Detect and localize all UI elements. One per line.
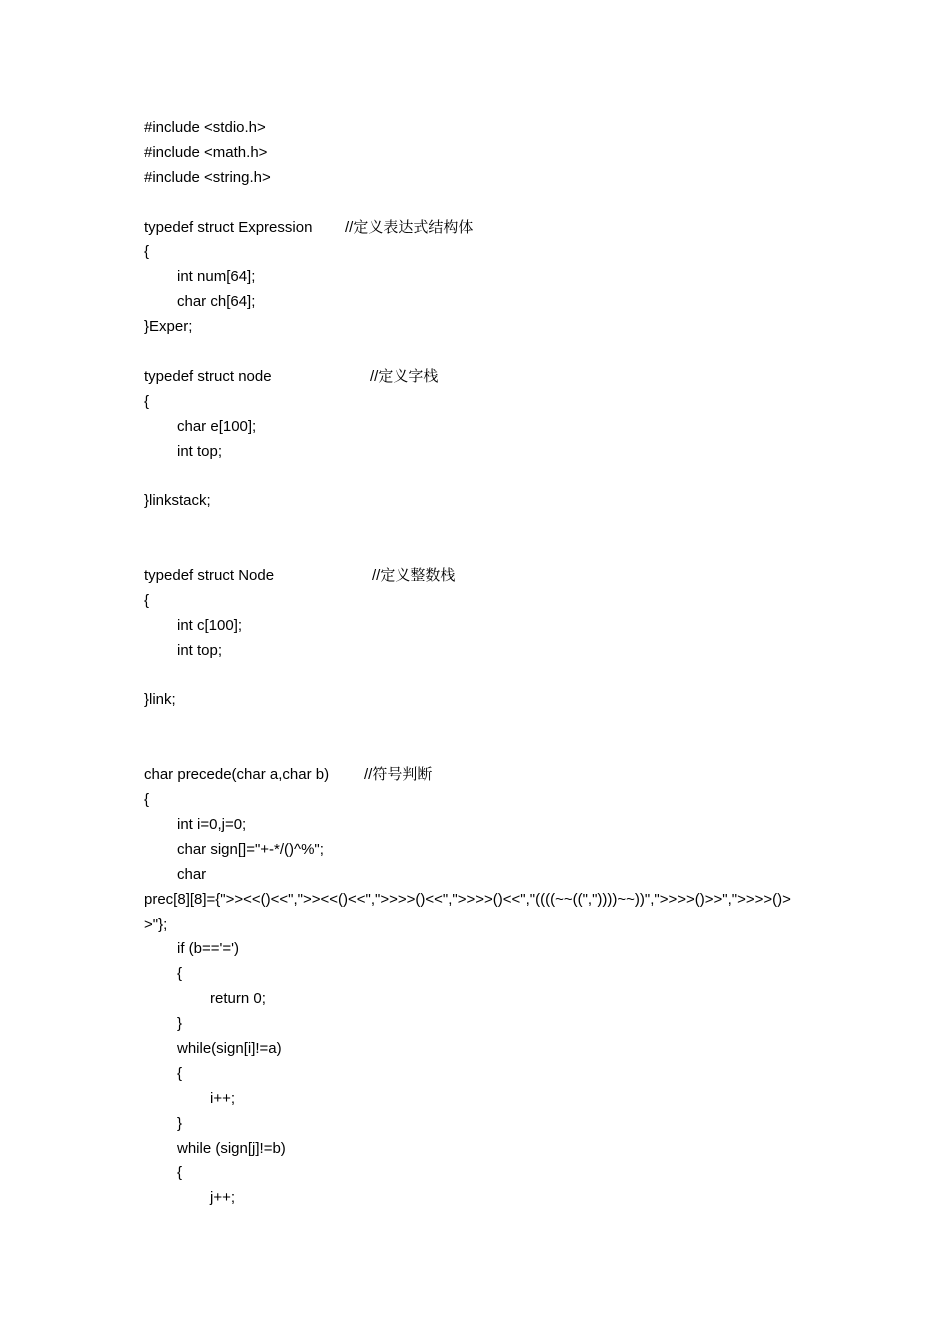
code-line: [144, 937, 824, 962]
code-text: i++;: [210, 1089, 236, 1107]
code-text: j++;: [210, 1189, 236, 1207]
code-line: [144, 1087, 824, 1112]
code-line: [144, 191, 824, 216]
code-text: }: [177, 1015, 183, 1033]
code-line: [144, 290, 824, 315]
code-line: [144, 688, 824, 713]
code-comment: //定义整数栈: [372, 567, 456, 585]
code-text: {: [144, 243, 150, 261]
code-text: typedef struct Expression: [144, 218, 313, 236]
code-line: [144, 713, 824, 738]
code-line: [144, 614, 824, 639]
code-line: [144, 1186, 824, 1211]
code-line: [144, 365, 824, 390]
code-line: [144, 216, 824, 241]
code-comment: //定义字栈: [370, 367, 439, 385]
code-line: [144, 664, 824, 689]
code-text: if (b=='='): [177, 940, 240, 958]
code-text: >"};: [144, 915, 168, 933]
code-text: int c[100];: [177, 616, 243, 634]
code-line: [144, 788, 824, 813]
code-text: #include <stdio.h>: [144, 119, 266, 136]
code-line: [144, 340, 824, 365]
code-line: [144, 738, 824, 763]
code-text: int i=0,j=0;: [177, 815, 247, 833]
code-line: [144, 166, 824, 191]
code-text: int top;: [177, 442, 223, 460]
code-line: [144, 987, 824, 1012]
code-line: [144, 888, 824, 913]
code-line: [144, 863, 824, 888]
code-line: [144, 240, 824, 265]
code-line: [144, 415, 824, 440]
code-text: {: [177, 1064, 183, 1082]
code-line: [144, 1112, 824, 1137]
code-text: char ch[64];: [177, 293, 256, 311]
code-text: char sign[]="+-*/()^%";: [177, 840, 324, 858]
code-text: {: [144, 591, 150, 609]
code-text: while(sign[i]!=a): [177, 1039, 282, 1057]
code-text: }Exper;: [144, 318, 193, 336]
code-text: char e[100];: [177, 417, 257, 435]
code-text: int num[64];: [177, 268, 256, 286]
code-text: return 0;: [210, 990, 266, 1008]
code-text: {: [177, 965, 183, 983]
code-text: }linkstack;: [144, 492, 211, 510]
code-comment: //定义表达式结构体: [345, 218, 474, 236]
code-line: [144, 763, 824, 788]
code-comment: //符号判断: [364, 766, 433, 784]
code-text: typedef struct node: [144, 367, 272, 385]
code-line: [144, 838, 824, 863]
code-text: char precede(char a,char b): [144, 766, 330, 784]
code-text: typedef struct Node: [144, 567, 275, 585]
code-line: [144, 315, 824, 340]
code-text: }: [177, 1114, 183, 1132]
code-text: {: [144, 392, 150, 410]
code-text: char: [177, 865, 207, 883]
code-text: }link;: [144, 691, 176, 709]
code-line: [144, 564, 824, 589]
code-line: [144, 1012, 824, 1037]
code-line: [144, 116, 824, 141]
code-line: [144, 265, 824, 290]
code-line: [144, 1062, 824, 1087]
code-line: [144, 141, 824, 166]
code-line: [144, 1037, 824, 1062]
code-line: [144, 1161, 824, 1186]
code-line: [144, 813, 824, 838]
code-line: [144, 539, 824, 564]
code-text: {: [144, 791, 150, 809]
code-line: [144, 514, 824, 539]
code-text: while (sign[j]!=b): [177, 1139, 286, 1157]
code-line: [144, 913, 824, 938]
code-line: [144, 1137, 824, 1162]
code-line: [144, 440, 824, 465]
code-text: prec[8][8]={">><<()<<",">><<()<<",">>>>()<<",">>>>()<<","((((~~((","))))~~))",">>>>()>>",">>>>()>: [144, 890, 791, 908]
code-text: {: [177, 1164, 183, 1182]
code-line: [144, 639, 824, 664]
code-line: [144, 464, 824, 489]
code-line: [144, 962, 824, 987]
code-line: [144, 390, 824, 415]
code-text: #include <string.h>: [144, 168, 271, 186]
code-text: int top;: [177, 641, 223, 659]
code-listing: [144, 116, 824, 1211]
code-line: [144, 589, 824, 614]
code-line: [144, 489, 824, 514]
code-text: #include <math.h>: [144, 143, 268, 161]
